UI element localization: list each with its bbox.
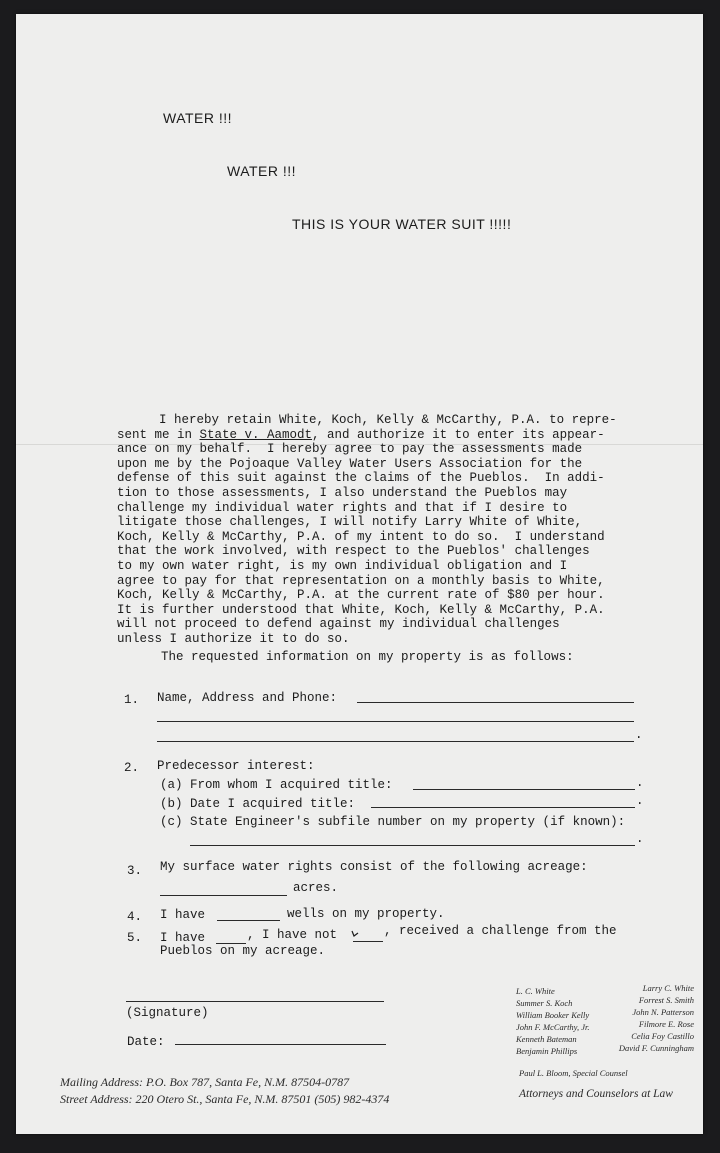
agreement-paragraph (117, 413, 657, 647)
paragraph-line: Koch, Kelly & McCarthy, P.A. at the current rate of $80 per hour. (117, 588, 605, 603)
name-address-phone-field-3[interactable] (157, 741, 634, 742)
paragraph-line: unless I authorize it to do so. (117, 631, 350, 646)
paragraph-line: ance on my behalf. I hereby agree to pay the assessments made (117, 442, 583, 457)
item5-label-c: , received a challenge from the (384, 924, 617, 938)
period: . (636, 794, 644, 808)
attorney-name: John F. McCarthy, Jr. (516, 1022, 590, 1032)
item5-label-d: Pueblos on my acreage. (160, 944, 326, 958)
special-counsel: Paul L. Bloom, Special Counsel (519, 1068, 628, 1078)
attorney-name: John N. Patterson (632, 1007, 694, 1017)
requested-info-line: The requested information on my property is as follows: (161, 650, 574, 664)
date-label: Date: (127, 1035, 165, 1049)
attorney-name: Forrest S. Smith (638, 995, 694, 1005)
firm-tagline: Attorneys and Counselors at Law (519, 1088, 673, 1100)
checkmark-icon (350, 928, 362, 938)
item2b-label: (b) Date I acquired title: (160, 797, 356, 811)
date-field[interactable] (175, 1044, 386, 1045)
heading-water-1: WATER !!! (163, 110, 233, 126)
have-not-received-field[interactable] (353, 941, 383, 942)
item4-number: 4. (127, 910, 143, 924)
item5-label-a: I have (160, 931, 206, 945)
item1-number: 1. (124, 693, 140, 707)
attorney-name: Summer S. Koch (516, 998, 573, 1008)
attorney-name: Larry C. White (642, 983, 694, 993)
period: . (636, 832, 644, 846)
heading-water-2: WATER !!! (227, 163, 297, 179)
item2a-label: (a) From whom I acquired title: (160, 778, 393, 792)
acquired-from-field[interactable] (413, 789, 635, 790)
paragraph-line: tion to those assessments, I also understand the Pueblos may (117, 485, 568, 500)
mailing-address: Mailing Address: P.O. Box 787, Santa Fe, N.M. 87504-0787 (60, 1075, 350, 1089)
signature-field[interactable] (126, 1001, 384, 1002)
acreage-field[interactable] (160, 895, 287, 896)
attorney-name: David F. Cunningham (618, 1043, 694, 1053)
item2-label: Predecessor interest: (157, 759, 315, 773)
item2-number: 2. (124, 761, 140, 775)
item5-number: 5. (127, 931, 143, 945)
name-address-phone-field-2[interactable] (157, 721, 634, 722)
case-name: State v. Aamodt (199, 427, 313, 442)
attorney-name: Benjamin Phillips (516, 1046, 578, 1056)
paragraph-line: defense of this suit against the claims of the Pueblos. In addi- (117, 471, 605, 486)
paragraph-line: challenge my individual water rights and that if I desire to (117, 500, 568, 515)
name-address-phone-field-1[interactable] (357, 702, 634, 703)
item5-label-b: , I have not (247, 928, 338, 942)
paragraph-line: agree to pay for that representation on a monthly basis to White, (117, 573, 605, 588)
item3-label: My surface water rights consist of the following acreage: (160, 860, 588, 874)
item4-label-b: wells on my property. (287, 907, 445, 921)
paragraph-line: upon me by the Pojoaque Valley Water Users Association for the (117, 456, 583, 471)
item3-number: 3. (127, 864, 143, 878)
paragraph-line: It is further understood that White, Koch, Kelly & McCarthy, P.A. (117, 602, 605, 617)
street-address: Street Address: 220 Otero St., Santa Fe, N.M. 87501 (505) 982-4374 (60, 1092, 390, 1106)
subfile-number-field[interactable] (190, 845, 635, 846)
attorney-name: L. C. White (516, 986, 555, 996)
item2c-label: (c) State Engineer's subfile number on my property (if known): (160, 815, 626, 829)
period: . (635, 728, 643, 742)
paragraph-line: to my own water right, is my own individual obligation and I (117, 558, 568, 573)
paragraph-line: will not proceed to defend against my individual challenges (117, 617, 560, 632)
attorney-name: William Booker Kelly (516, 1010, 590, 1020)
paragraph-line: I hereby retain White, Koch, Kelly & McCarthy, P.A. to repre- (159, 413, 617, 427)
acres-unit: acres. (293, 881, 339, 895)
attorney-name: Filmore E. Rose (638, 1019, 694, 1029)
attorney-name: Kenneth Bateman (516, 1034, 577, 1044)
item4-label-a: I have (160, 908, 206, 922)
date-acquired-field[interactable] (371, 807, 635, 808)
period: . (636, 776, 644, 790)
attorney-name: Celia Foy Castillo (631, 1031, 694, 1041)
wells-count-field[interactable] (217, 920, 280, 921)
attorneys-right-column (612, 982, 694, 1054)
paragraph-line: that the work involved, with respect to the Pueblos' challenges (117, 544, 590, 559)
attorneys-left-column (516, 985, 590, 1057)
item1-label: Name, Address and Phone: (157, 691, 338, 705)
heading-water-suit: THIS IS YOUR WATER SUIT !!!!! (292, 216, 512, 232)
paragraph-line: sent me in State v. Aamodt, and authorize it to enter its appear- (117, 427, 605, 442)
paragraph-line: Koch, Kelly & McCarthy, P.A. of my intent to do so. I understand (117, 529, 605, 544)
signature-label: (Signature) (126, 1006, 209, 1020)
paragraph-line: litigate those challenges, I will notify Larry White of White, (117, 515, 583, 530)
